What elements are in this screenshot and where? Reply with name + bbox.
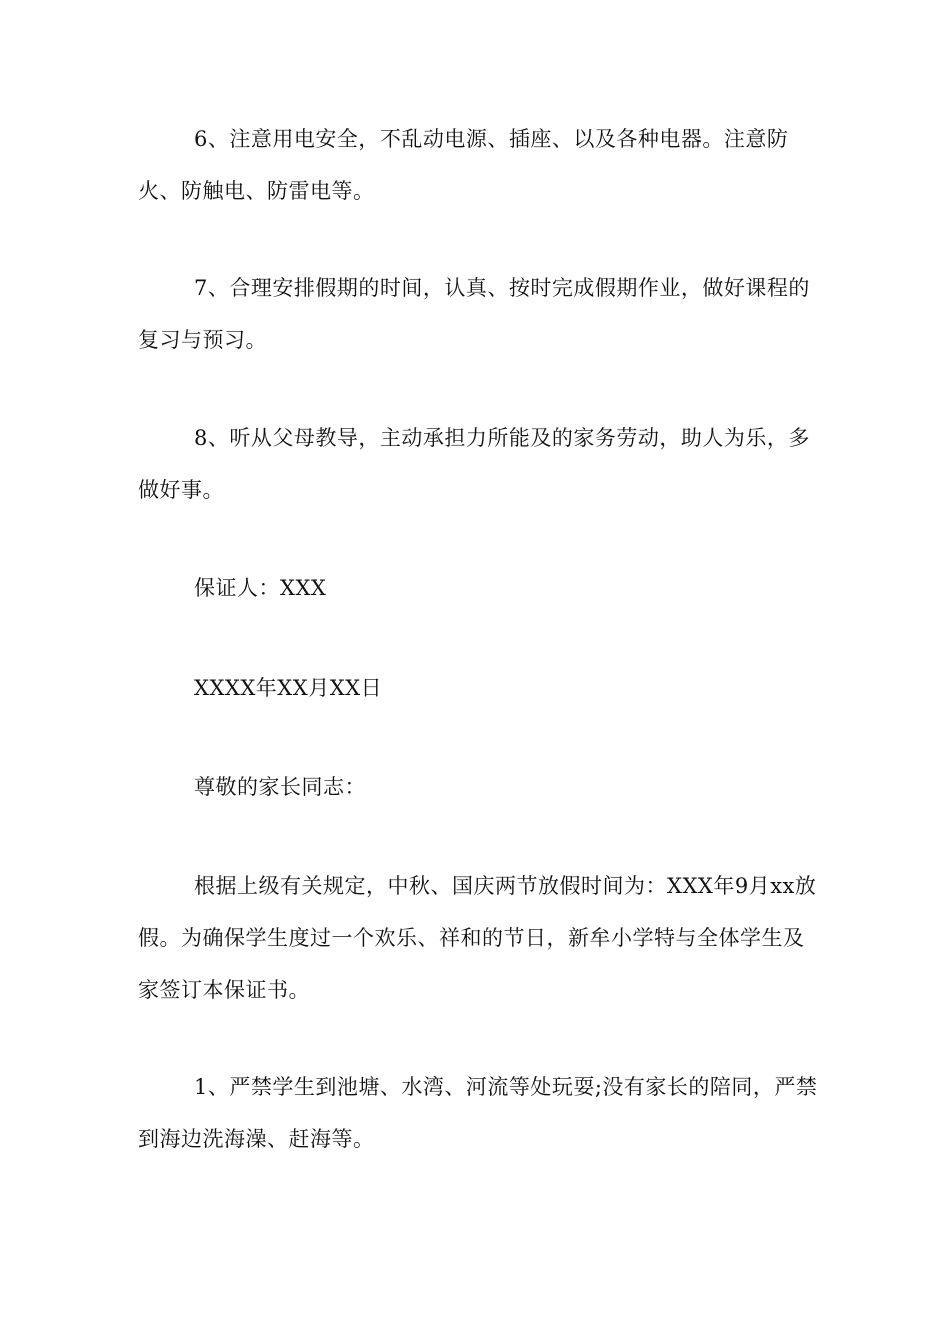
paragraph-item-6: 6、注意用电安全，不乱动电源、插座、以及各种电器。注意防火、防触电、防雷电等。	[138, 127, 789, 203]
guarantor-line: 保证人：XXX	[194, 576, 327, 600]
date-line: XXXX年XX月XX日	[194, 676, 383, 700]
paragraph-item-7: 7、合理安排假期的时间，认真、按时完成假期作业，做好课程的复习与预习。	[138, 276, 810, 352]
body-paragraph-intro: 根据上级有关规定，中秋、国庆两节放假时间为：XXX年9月xx放假。为确保学生度过一个欢乐、祥和的节日，新牟小学特与全体学生及家签订本保证书。	[138, 874, 817, 1002]
paragraph-item-8: 8、听从父母教导，主动承担力所能及的家务劳动，助人为乐，多做好事。	[138, 426, 810, 502]
salutation: 尊敬的家长同志：	[194, 775, 366, 799]
body-paragraph-item-1: 1、严禁学生到池塘、水湾、河流等处玩耍;没有家长的陪同，严禁到海边洗海澡、赶海等。	[138, 1075, 818, 1151]
